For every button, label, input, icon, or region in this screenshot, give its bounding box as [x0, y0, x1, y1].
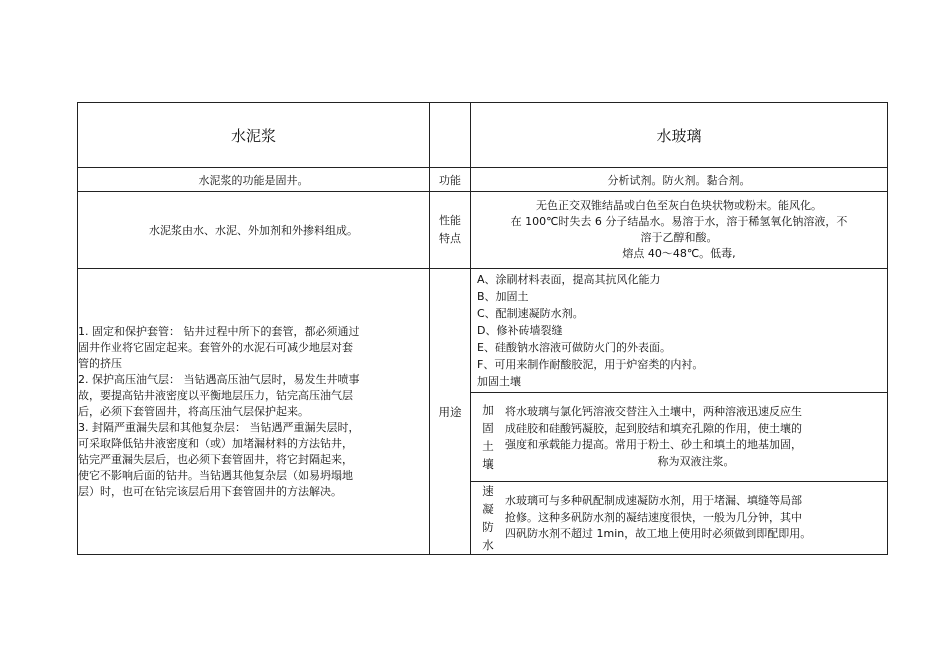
soil-reinforcement-text: [505, 393, 887, 482]
uses-list-item: A、涂刷材料表面，提高其抗风化能力: [477, 273, 661, 286]
uses-cement-line: 可采取降低钻井液密度和（或）加堵漏材料的方法钻井，: [78, 436, 353, 450]
uses-cement: [78, 269, 430, 555]
quick-set-waterproof-text: [505, 482, 887, 555]
properties-water-glass: [471, 192, 888, 269]
uses-list-item: B、加固土: [477, 290, 529, 303]
soil-line: 将水玻璃与氯化钙溶液交替注入土壤中，两种溶液迅速反应生: [505, 405, 802, 418]
uses-cement-line: 管的挤压: [78, 356, 122, 370]
property-line: 溶于乙醇和酸。: [640, 231, 718, 244]
waterproof-line: 水玻璃可与多种矾配制成速凝防水剂，用于堵漏、填缝等局部: [505, 494, 802, 508]
uses-cement-line: 钻完严重漏失层后，也必须下套管固井，将它封隔起来，: [78, 452, 353, 466]
uses-list-item: C、配制速凝防水剂。: [477, 307, 584, 320]
uses-water-glass: [471, 269, 888, 555]
soil-reinforcement-row: [471, 393, 887, 482]
label-char: 水: [482, 538, 494, 552]
uses-cement-line: 固井作业将它固定起来。套管外的水泥石可减少地层对套: [78, 340, 353, 354]
soil-line: 称为双液注浆。: [657, 454, 735, 468]
properties-label-line-2: 特点: [439, 232, 461, 245]
uses-cement-line: 1. 固定和保护套管： 钻井过程中所下的套管，都必须通过: [78, 324, 360, 338]
comparison-table: [77, 102, 888, 555]
waterproof-line: 抢修。这种多矾防水剂的凝结速度很快，一般为几分钟，其中: [505, 510, 802, 524]
uses-cement-line: 后，必须下套管固井，将高压油气层保护起来。: [78, 404, 309, 418]
property-line: 熔点 40～48℃。低毒,: [622, 247, 736, 260]
property-line: 在 100℃时失去 6 分子结晶水。易溶于水，溶于稀氢氧化钠溶液，不: [510, 215, 848, 228]
soil-line: 强度和承载能力提高。常用于粉土、砂土和填土的地基加固，: [505, 438, 802, 451]
uses-list-item: F、可用来制作耐酸胶泥，用于炉窑类的内衬。: [477, 358, 704, 371]
quick-set-waterproof-row: [471, 482, 887, 555]
uses-subtable: [471, 393, 887, 554]
function-row: [78, 168, 888, 192]
header-cement-slurry: 水泥浆: [78, 103, 430, 168]
label-char: 速: [482, 484, 494, 498]
uses-list-item: 加固土壤: [477, 375, 521, 388]
uses-cement-line: 3. 封隔严重漏失层和其他复杂层： 当钻遇严重漏失层时，: [78, 420, 360, 434]
label-char: 防: [482, 520, 494, 534]
label-char: 加: [482, 403, 494, 417]
uses-row: [78, 269, 888, 555]
label-char: 凝: [482, 502, 494, 516]
properties-label: [430, 192, 471, 269]
uses-cement-line: 使它不影响后面的钻井。当钻遇其他复杂层（如易坍塌地: [78, 468, 353, 482]
property-line: 无色正交双锥结晶或白色至灰白色块状物或粉末。能风化。: [536, 199, 822, 212]
properties-row: [78, 192, 888, 269]
waterproof-line: 四矾防水剂不超过 1min，故工地上使用时必须做到即配即用。: [505, 527, 812, 541]
soil-reinforcement-label: [471, 393, 505, 482]
uses-label: 用途: [430, 269, 471, 555]
uses-cement-line: 2. 保护高压油气层： 当钻遇高压油气层时，易发生井喷事: [78, 372, 360, 386]
quick-set-waterproof-label: [471, 482, 505, 555]
label-char: 壤: [482, 457, 494, 471]
header-row: [78, 103, 888, 168]
header-water-glass: 水玻璃: [471, 103, 888, 168]
soil-line: 成硅胶和硅酸钙凝胶，起到胶结和填充孔隙的作用，使土壤的: [505, 421, 802, 435]
function-label: 功能: [430, 168, 471, 192]
uses-list-item: D、修补砖墙裂缝: [477, 324, 563, 337]
function-water-glass: 分析试剂。防火剂。黏合剂。: [471, 168, 888, 192]
uses-cement-line: 层）时，也可在钻完该层后用下套管固井的方法解决。: [78, 484, 342, 498]
uses-list-item: E、硅酸钠水溶液可做防火门的外表面。: [477, 341, 671, 354]
properties-cement: 水泥浆由水、水泥、外加剂和外掺料组成。: [78, 192, 430, 269]
uses-cement-line: 故，要提高钻井液密度以平衡地层压力，钻完高压油气层: [78, 388, 353, 402]
label-char: 土: [482, 439, 494, 453]
uses-list: [471, 269, 887, 393]
properties-label-line-1: 性能: [439, 214, 461, 227]
function-cement: 水泥浆的功能是固井。: [78, 168, 430, 192]
header-blank-cell: [430, 103, 471, 168]
label-char: 固: [482, 421, 494, 435]
